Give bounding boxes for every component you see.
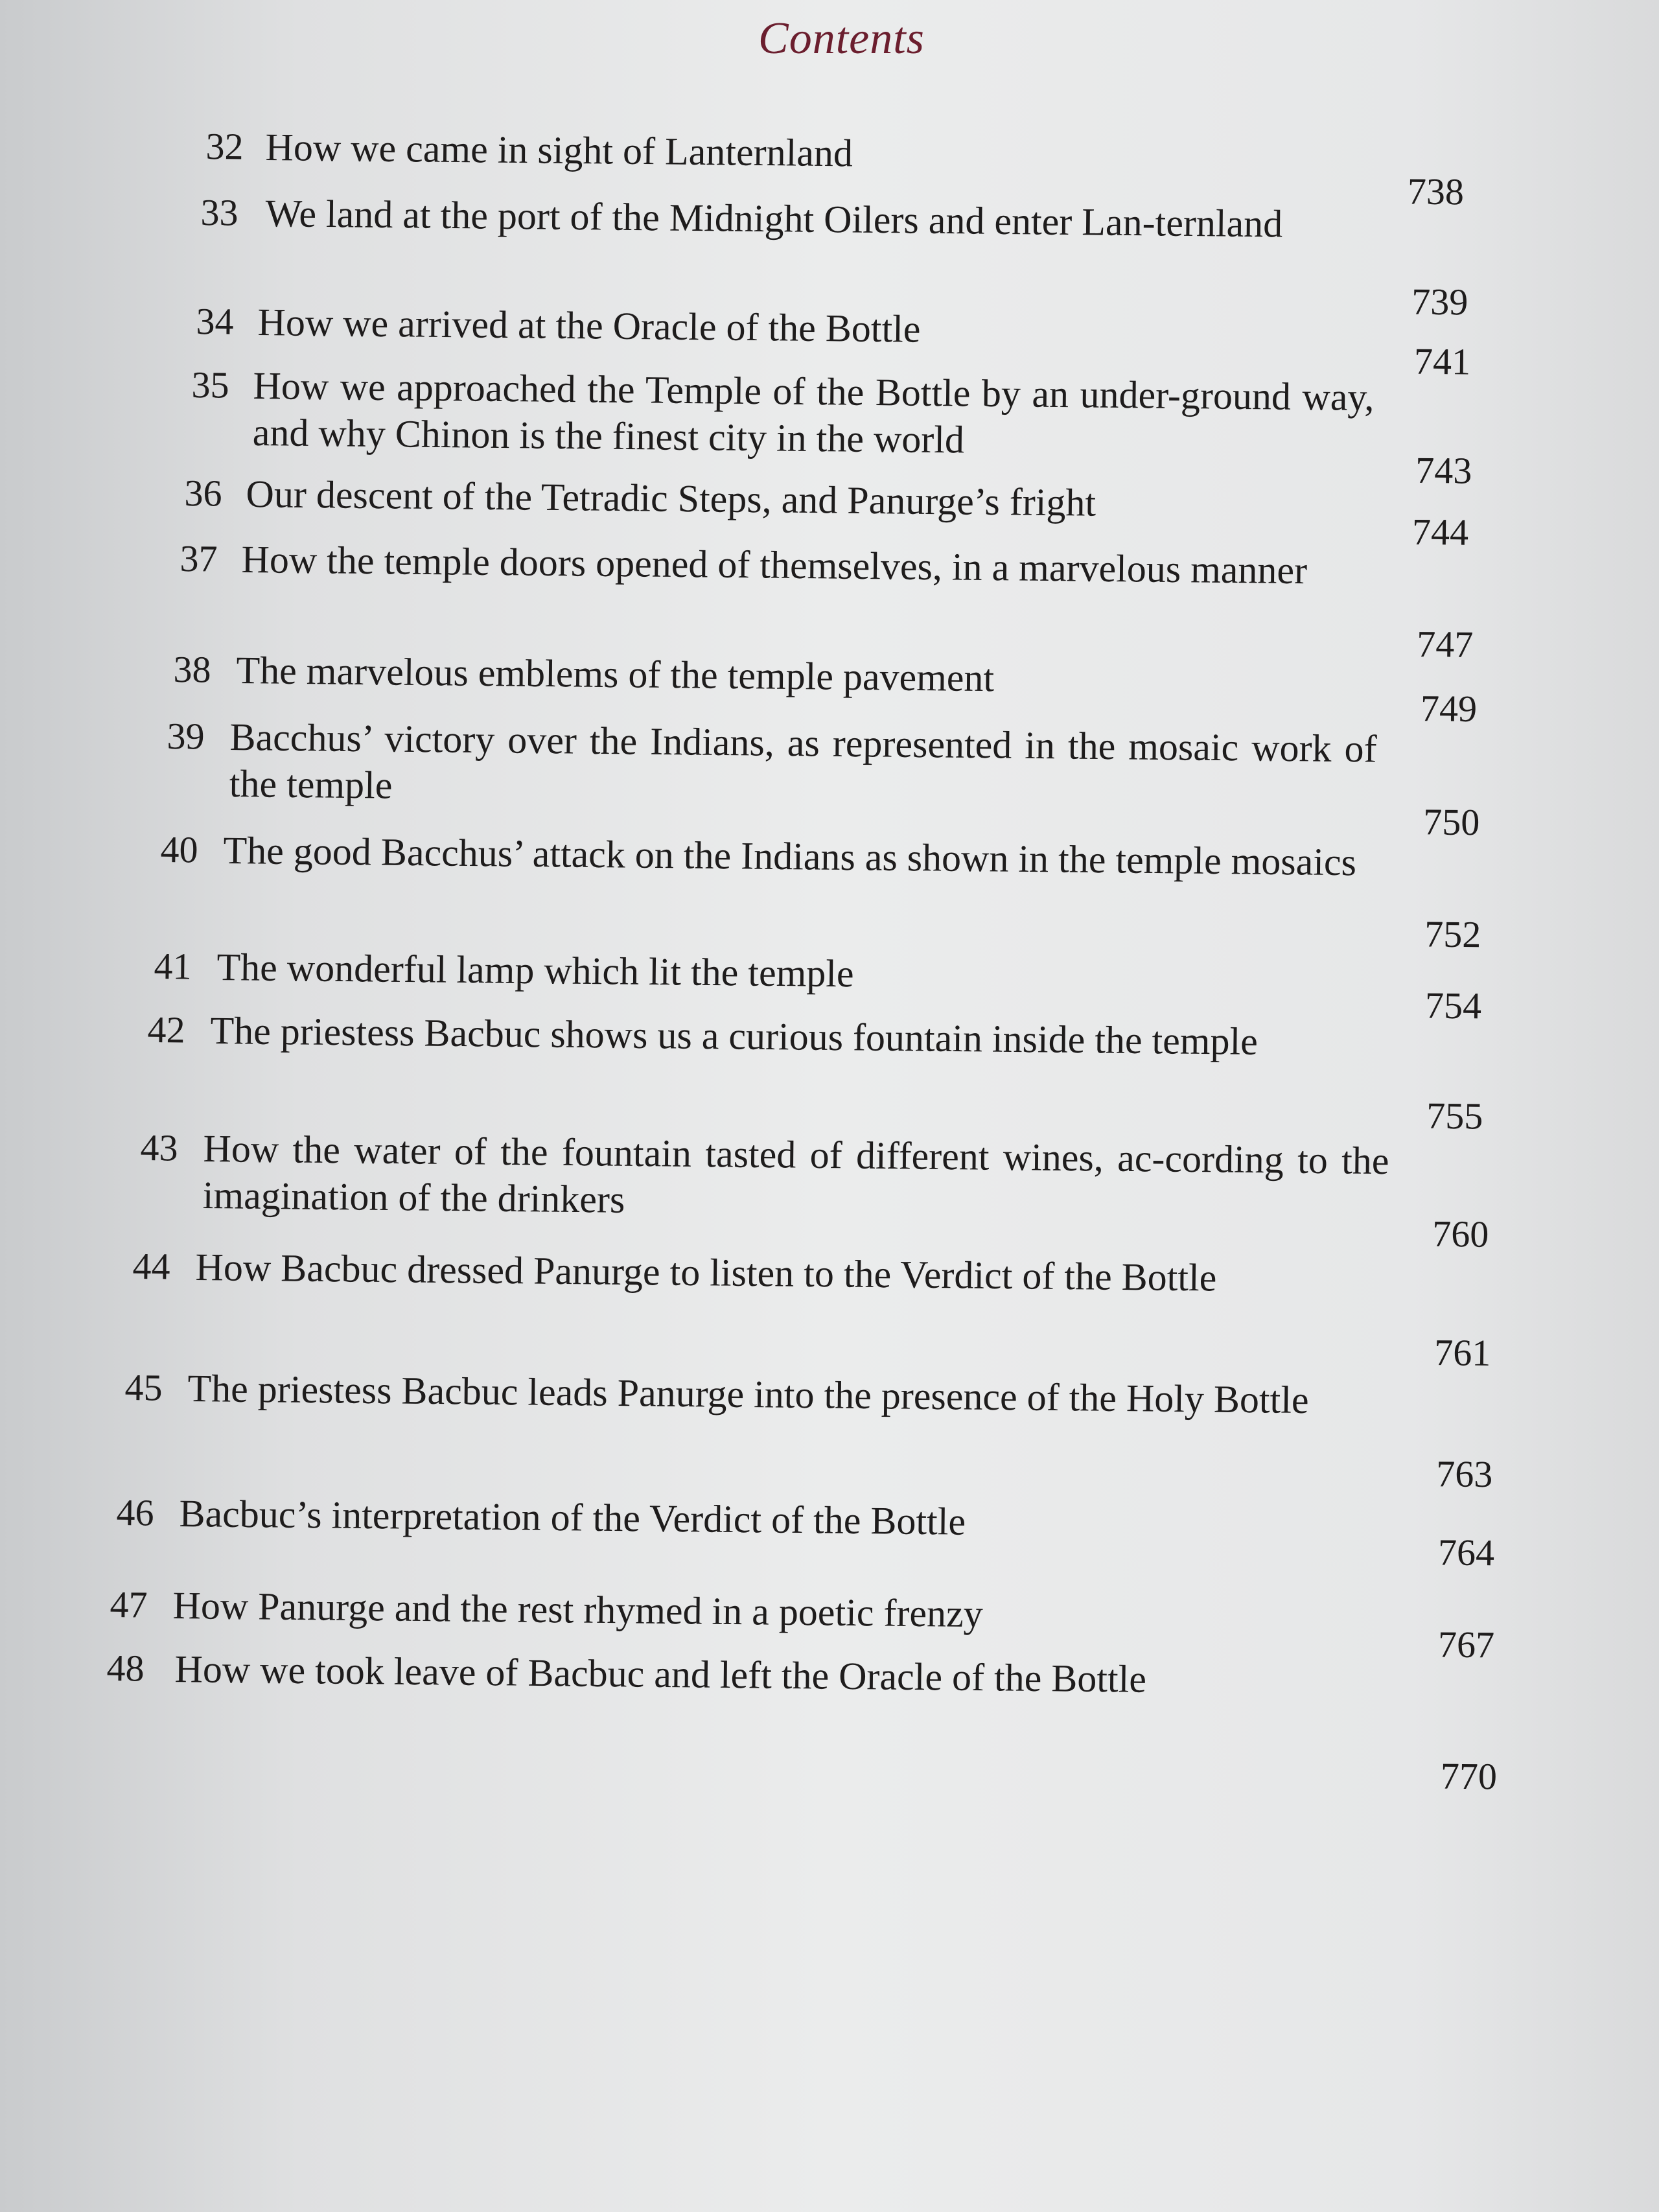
page-number: 738 xyxy=(1407,170,1465,213)
page-number: 752 xyxy=(1424,913,1481,956)
chapter-number: 37 xyxy=(180,537,218,580)
chapter-title: The priestess Bacbuc shows us a curious fountain inside the temple xyxy=(210,1009,1259,1063)
chapter-number: 46 xyxy=(116,1491,154,1534)
chapter-title: The marvelous emblems of the temple pavement xyxy=(236,649,995,700)
chapter-title: Our descent of the Tetradic Steps, and Panurge’s fright xyxy=(246,472,1096,524)
chapter-number: 42 xyxy=(147,1008,185,1051)
chapter-title: How we approached the Temple of the Bottle by an under-ground way, and why Chinon is the finest city in the world xyxy=(252,364,1375,461)
chapter-title: The good Bacchus’ attack on the Indians as shown in the temple mosaics xyxy=(223,829,1357,884)
page-title: Contents xyxy=(758,14,925,64)
chapter-number: 35 xyxy=(191,363,229,406)
chapter-number: 33 xyxy=(200,191,238,234)
chapter-number: 48 xyxy=(106,1646,145,1690)
page-number: 761 xyxy=(1434,1331,1491,1374)
page-number: 760 xyxy=(1432,1212,1489,1255)
chapter-title: Bacbuc’s interpretation of the Verdict of the Bottle xyxy=(179,1492,966,1543)
chapter-title: How Panurge and the rest rhymed in a poetic frenzy xyxy=(172,1584,984,1636)
page-number: 764 xyxy=(1437,1531,1495,1574)
chapter-title: How Bacbuc dressed Panurge to listen to the Verdict of the Bottle xyxy=(195,1246,1217,1299)
chapter-number: 44 xyxy=(132,1244,170,1288)
chapter-number: 32 xyxy=(205,124,244,168)
toc-entry-44 xyxy=(132,1243,1559,1388)
chapter-number: 45 xyxy=(124,1366,163,1409)
page-number: 754 xyxy=(1424,984,1482,1027)
chapter-title: Bacchus’ victory over the Indians, as represented in the mosaic work of the temple xyxy=(229,716,1377,807)
chapter-title: The priestess Bacbuc leads Panurge into the presence of the Holy Bottle xyxy=(187,1367,1309,1422)
page-number: 743 xyxy=(1415,448,1472,492)
chapter-title: How we came in sight of Lanternland xyxy=(265,125,853,175)
page-number: 770 xyxy=(1440,1754,1498,1798)
chapter-number: 43 xyxy=(140,1126,178,1169)
chapter-number: 41 xyxy=(154,944,192,988)
page-number: 747 xyxy=(1417,622,1474,666)
toc-entry-45 xyxy=(124,1364,1551,1509)
chapter-title: How the temple doors opened of themselves, in a marvelous manner xyxy=(241,537,1308,592)
chapter-number: 36 xyxy=(184,471,222,515)
chapter-title: We land at the port of the Midnight Oilers and enter Lan-ternland xyxy=(265,192,1283,246)
chapter-title: How the water of the fountain tasted of different wines, ac-cording to the imagination of the drinkers xyxy=(202,1127,1389,1221)
chapter-number: 40 xyxy=(160,828,198,871)
chapter-title: How we arrived at the Oracle of the Bottle xyxy=(257,300,921,351)
page-number: 749 xyxy=(1420,687,1478,730)
page-number: 763 xyxy=(1436,1452,1493,1496)
chapter-number: 38 xyxy=(173,647,211,691)
chapter-number: 39 xyxy=(167,714,205,758)
chapter-number: 47 xyxy=(110,1583,148,1626)
chapter-number: 34 xyxy=(196,299,234,343)
toc-entry-48 xyxy=(106,1645,1533,1798)
page-number: 755 xyxy=(1426,1094,1483,1137)
chapter-title: The wonderful lamp which lit the temple xyxy=(216,946,854,995)
page-number: 750 xyxy=(1423,800,1480,844)
page-number: 739 xyxy=(1411,280,1468,323)
page-number: 741 xyxy=(1413,340,1471,383)
page-number: 744 xyxy=(1411,510,1469,553)
chapter-title: How we took leave of Bacbuc and left the Oracle of the Bottle xyxy=(174,1647,1147,1701)
page-number: 767 xyxy=(1437,1623,1495,1666)
